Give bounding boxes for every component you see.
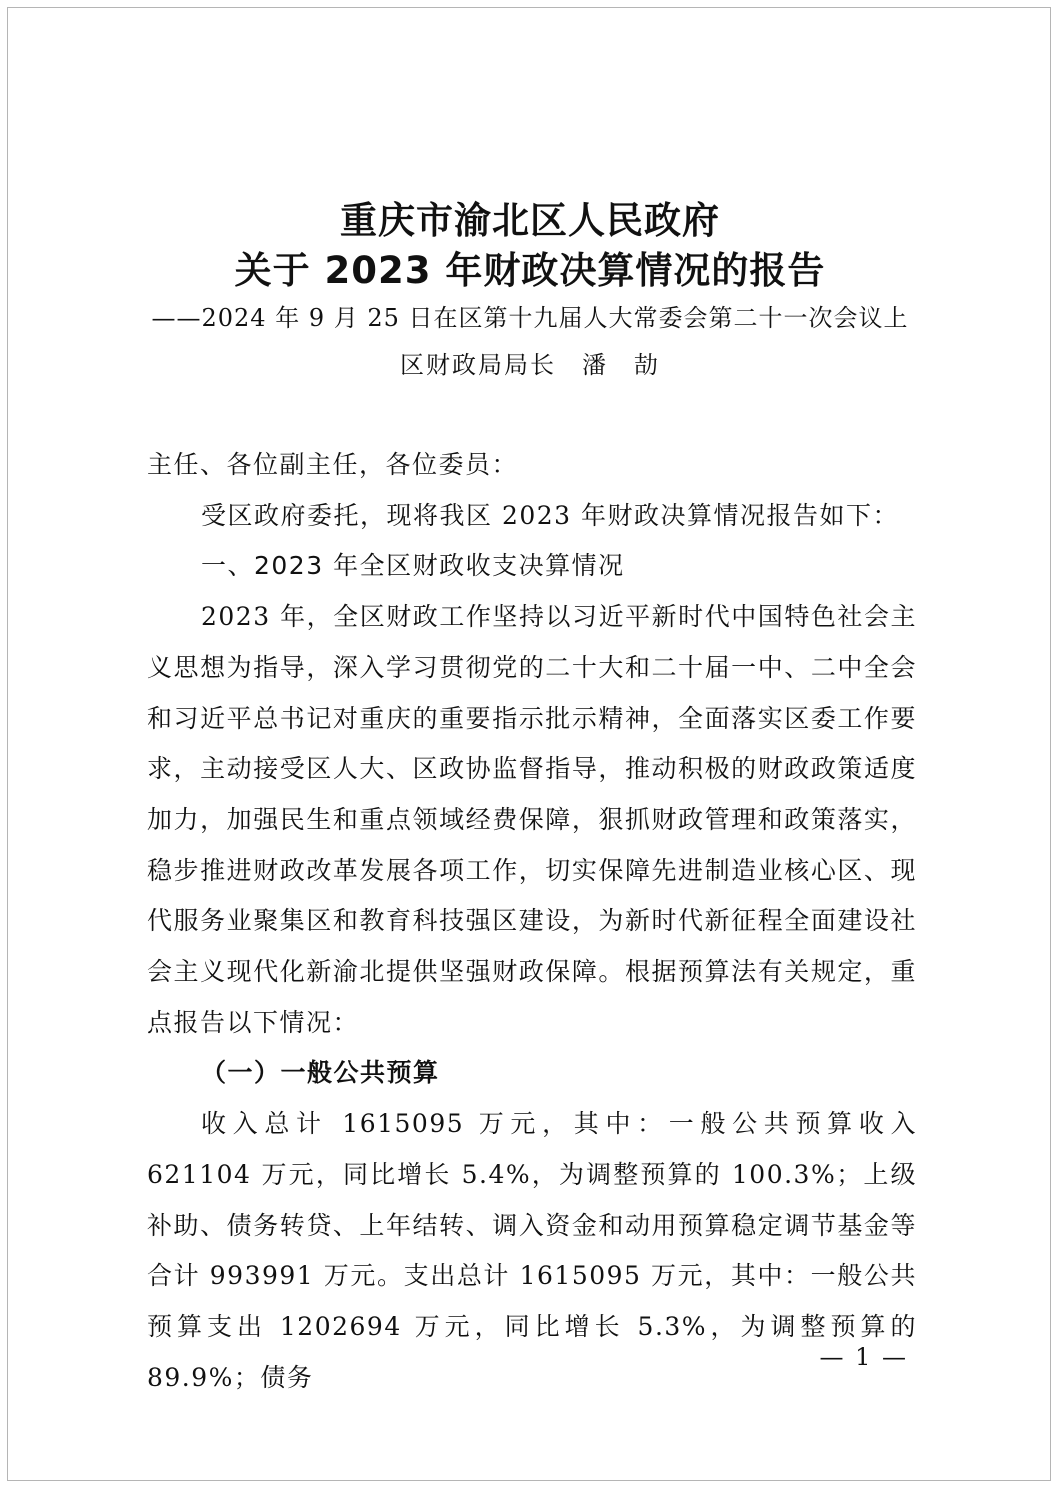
- report-subtitle-meeting: ——2024 年 9 月 25 日在区第十九届人大常委会第二十一次会议上: [151, 304, 909, 332]
- subsection-1-heading: （一）一般公共预算: [201, 1058, 440, 1088]
- salutation: 主任、各位副主任，各位委员：: [147, 450, 519, 479]
- page-number: — 1 —: [819, 1343, 908, 1371]
- report-title-line-2: 关于 2023 年财政决算情况的报告: [234, 249, 826, 292]
- general-budget-paragraph: 收入总计 1615095 万元，其中：一般公共预算收入 621104 万元，同比增长 5.4%，为调整预算的 100.3%；上级补助、债务转贷、上年结转、调入资金和动用预算稳定调节基金等合计 993991 万元。支出总计 1615095 万元，其中：一般公共预算支出 1202694 万元，同比增长 5.3%，为调整预算的 89.9%；债务: [147, 1109, 917, 1392]
- intro-paragraph: 受区政府委托，现将我区 2023 年财政决算情况报告如下：: [201, 500, 900, 530]
- overview-paragraph: 2023 年，全区财政工作坚持以习近平新时代中国特色社会主义思想为指导，深入学习贯彻党的二十大和二十届一中、二中全会和习近平总书记对重庆的重要指示批示精神，全面落实区委工作要求，主动接受区人大、区政协监督指导，推动积极的财政政策适度加力，加强民生和重点领域经费保障，狠抓财政管理和政策落实，稳步推进财政改革发展各项工作，切实保障先进制造业核心区、现代服务业聚集区和教育科技强区建设，为新时代新征程全面建设社会主义现代化新渝北提供坚强财政保障。根据预算法有关规定，重点报告以下情况：: [147, 602, 917, 1037]
- section-1-heading: 一、2023 年全区财政收支决算情况: [201, 551, 625, 581]
- report-title-line-1: 重庆市渝北区人民政府: [340, 199, 720, 242]
- report-subtitle-author: 区财政局局长 潘 劼: [400, 351, 660, 379]
- report-body: [147, 440, 917, 1403]
